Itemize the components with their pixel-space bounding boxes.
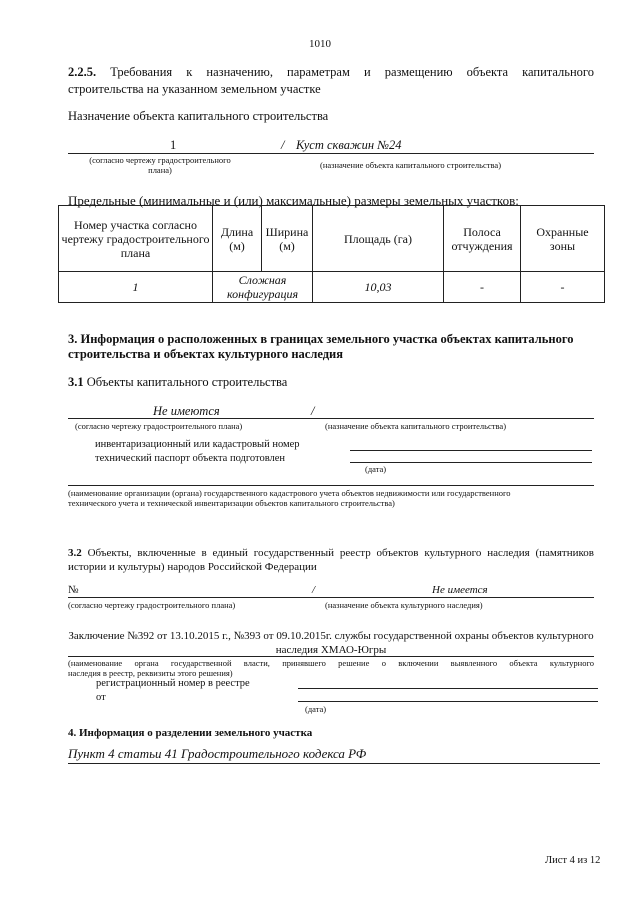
registry-date-caption: (дата) [305,704,327,714]
cell-area: 10,03 [313,272,444,303]
sizes-label: Предельные (минимальные и (или) максимальные) размеры земельных участков: [68,193,519,208]
section-4-heading: 4. Информация о разделении земельного участка [68,727,313,739]
tech-passport-label: технический паспорт объекта подготовлен [95,453,286,464]
section-32-text: Объекты, включенные в единый государственный реестр объектов культурного наследия (памятников [87,547,594,559]
section-32-text-line2: истории и культуры) народов Российской Федерации [68,561,317,573]
section-31-caption-plan: (согласно чертежу градостроительного плана) [75,421,243,431]
tech-passport-line [350,462,592,463]
section-31-underline [68,418,594,419]
organization-caption-line2: технического учета и технической инвентаризации объектов капитального строительства) [68,498,395,508]
sheet-counter: Лист 4 из 12 [545,855,601,866]
col-length: Длина (м) [213,206,262,272]
col-plot-number: Номер участка согласно чертежу градостроительного плана [59,206,213,272]
organization-line [68,485,594,486]
caption-plan: (согласно чертежу градостроительного плана) [89,155,231,175]
cell-strip: - [444,272,521,303]
section-32-caption-plan: (согласно чертежу градостроительного плана) [68,600,236,610]
plan-number: 1 [170,138,177,152]
section-31-label: Объекты капитального строительства [86,375,288,389]
section-225-heading [68,64,594,81]
registry-date-line [298,701,598,702]
section-4-underline [68,763,600,764]
section-4-value: Пункт 4 статьи 41 Градостроительного кодекса РФ [68,746,367,761]
purpose-value: Куст скважин №24 [296,138,402,152]
section-31-caption-purpose: (назначение объекта капитального строительства) [325,421,507,431]
organization-caption-line1: (наименование организации (органа) государственного кадастрового учета объектов недвижимости или государственного [68,488,511,498]
col-zones: Охранные зоны [521,206,605,272]
section-32-underline [68,597,594,598]
section-31-date-caption: (дата) [365,464,387,474]
inventory-number-line [350,450,592,451]
registry-number-label: регистрационный номер в реестре [96,678,250,689]
section-225-number: 2.2.5. [68,65,97,79]
col-width: Ширина (м) [262,206,313,272]
section-32-number: 3.2 [68,547,82,559]
plots-table-header-row [59,206,605,272]
col-area: Площадь (га) [313,206,444,272]
conclusion-underline [68,656,594,657]
section-225-heading-line2: строительства на указанном земельном участке [68,82,321,96]
conclusion-line2: наследия ХМАО-Югры [275,644,387,656]
caption-purpose: (назначение объекта капитального строительства) [320,160,502,170]
section-31-slash: / [311,404,315,418]
section-32-no-label: № [68,584,79,596]
registry-date-label: от [96,692,106,703]
section-32-caption-purpose: (назначение объекта культурного наследия) [325,600,483,610]
section-31-title [68,374,287,391]
cell-length-width: Сложная конфигурация [213,272,313,303]
section-32-value: Не имеется [432,584,488,596]
col-strip: Полоса отчуждения [444,206,521,272]
section-3-heading-line2: строительства и объектах культурного наследия [68,347,344,361]
cell-zones: - [521,272,605,303]
section-225-heading-line1: Требования к назначению, параметрам и размещению объекта капитального [110,65,594,79]
authority-caption-line1: (наименование органа государственной власти, принявшего решение о включении выявленного объекта культурного [68,658,594,668]
authority-caption-line2: наследия в реестр, реквизиты этого решения) [68,668,233,678]
cell-plot-number: 1 [59,272,213,303]
purpose-slash: / [281,138,285,152]
section-32-text-line1 [68,546,594,560]
registry-number-line [298,688,598,689]
section-3-heading-line1: 3. Информация о расположенных в границах земельного участка объектах капитального [68,332,574,346]
plots-table-row [59,272,605,303]
section-31-number: 3.1 [68,375,84,389]
purpose-label: Назначение объекта капитального строительства [68,109,329,123]
section-32-slash: / [312,584,316,596]
section-31-value: Не имеются [153,404,220,418]
plots-table [58,205,605,303]
conclusion-line1: Заключение №392 от 13.10.2015 г., №393 от 09.10.2015г. службы государственной охраны объектов культурного [68,630,594,642]
inventory-number-label: инвентаризационный или кадастровый номер [95,439,300,450]
page-number: 1010 [309,38,331,50]
purpose-underline [68,153,594,154]
